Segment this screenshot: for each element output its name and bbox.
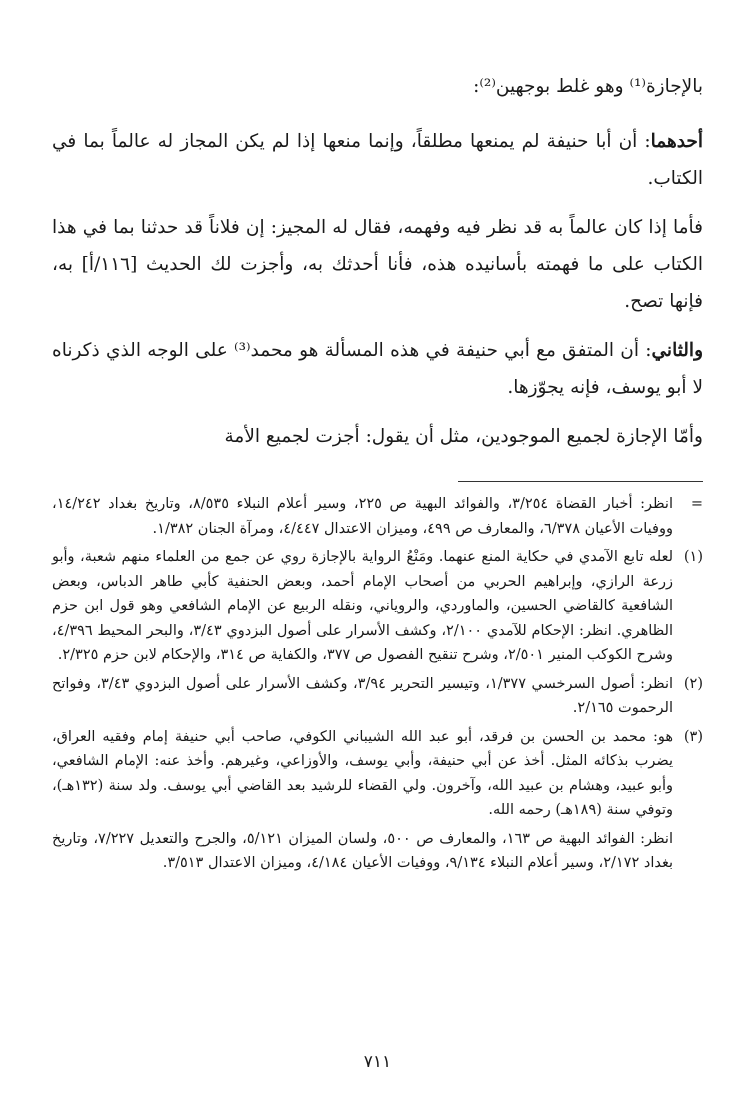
footnote-continuation xyxy=(52,492,703,541)
page-number: ٧١١ xyxy=(363,1052,392,1072)
paragraph-general-license: وأمّا الإجازة لجميع الموجودين، مثل أن يقول: أجزت لجميع الأمة xyxy=(224,426,703,447)
footnote-separator xyxy=(458,481,703,482)
footnote-3 xyxy=(52,725,703,876)
footnote-continuation-text: انظر: أخبار القضاة ٣/٢٥٤، والفوائد البهية ص ٢٢٥، وسير أعلام النبلاء ٨/٥٣٥، وتاريخ بغداد ١٤/٢٤٢، ووفيات الأعيان ٦/٣٧٨، والمعارف ص ٤٩٩، وميزان الاعتدال ٤/٤٤٧، ومرآة الجنان ١/٣٨٢. xyxy=(52,496,673,537)
footnote-2-number: (٢) xyxy=(683,675,703,692)
paragraph-explanation: فأما إذا كان عالماً به قد نظر فيه وفهمه، فقال له المجيز: إن فلاناً قد حدثنا بما في هذا الكتاب على ما فهمته بأسانيده هذه، فأنا أحدثك به، وأجزت لك الحديث [١١٦/أ] به، فإنها تصح. xyxy=(52,217,704,312)
footnote-3-sources: انظر: الفوائد البهية ص ١٦٣، والمعارف ص ٥٠٠، ولسان الميزان ٥/١٢١، والجرح والتعديل ٧/٢٢٧، وتاريخ بغداد ٢/١٧٢، وسير أعلام النبلاء ٩/١٣٤، ووفيات الأعيان ٤/١٨٤، وميزان الاعتدال ٣/٥١٣. xyxy=(52,830,673,871)
continuation-mark: = xyxy=(690,496,703,512)
first-reason-heading: أحدهما xyxy=(650,131,703,152)
paragraph-first-reason xyxy=(52,123,703,197)
footnotes xyxy=(52,492,703,880)
footnote-1 xyxy=(52,545,703,668)
footnote-2-text: انظر: أصول السرخسي ١/٣٧٧، وتيسير التحرير ٣/٩٤، وكشف الأسرار على أصول البزدوي ٣/٤٣، وفواتح الرحموت ٢/١٦٥. xyxy=(52,675,674,716)
second-reason-heading: والثاني xyxy=(651,340,703,361)
footnote-3-biography: هو: محمد بن الحسن بن فرقد، أبو عبد الله الشيباني الكوفي، صاحب أبي حنيفة إمام وفقيه العراق، يضرب بذكائه المثل. أخذ عن أبي حنيفة، وأبي يوسف، والأوزاعي، وغيرهم. وأخذ عنه: الإمام الشافعي، وأبو عبيد، وهشام بن عبيد الله، وآخرون. ولي القضاء للرشيد بعد القاضي أبي يوسف. ولد سنة (١٣٢هـ)، وتوفي سنة (١٨٩هـ) رحمه الله. xyxy=(52,728,673,818)
second-reason-text: : أن المتفق مع أبي حنيفة في هذه المسألة هو محمد⁽³⁾ على الوجه الذي ذكرناه لا أبو يوسف، فإنه يجوّزها. xyxy=(52,340,703,398)
main-text xyxy=(52,68,703,455)
first-reason-text: : أن أبا حنيفة لم يمنعها مطلقاً، وإنما منعها إذا لم يكن المجاز له عالماً بما في الكتاب. xyxy=(52,131,703,189)
paragraph-second-reason xyxy=(52,332,703,406)
footnote-1-number: (١) xyxy=(683,549,703,565)
footnote-2 xyxy=(52,672,703,721)
footnote-1-text: لعله تابع الآمدي في حكاية المنع عنهما. ومَنْعُ الرواية بالإجازة روي عن جمع من العلماء منهم شعبة، وأبو زرعة الرازي، وإبراهيم الحربي من أصحاب الإمام أحمد، وبعض الحنفية كأبي طاهر الدباس، وبعض الشافعية كالقاضي الحسين، والماوردي، والروياني، ونقله الربيع عن الإمام الشافعي وهو قول ابن حزم الظاهري. انظر: الإحكام للآمدي ٢/١٠٠، وكشف الأسرار على أصول البزدوي ٣/٤٣، والبحر المحيط ٤/٣٩٦، وشرح الكوكب المنير ٢/٥٠١، وشرح تنقيح الفصول ص ٣٧٧، والكفاية ص ٣١٤، والإحكام لابن حزم ٢/٣٢٥. xyxy=(52,549,674,663)
paragraph-intro: بالإجازة⁽¹⁾ وهو غلط بوجهين⁽²⁾: xyxy=(473,76,703,97)
footnote-3-number: (٣) xyxy=(683,728,703,745)
